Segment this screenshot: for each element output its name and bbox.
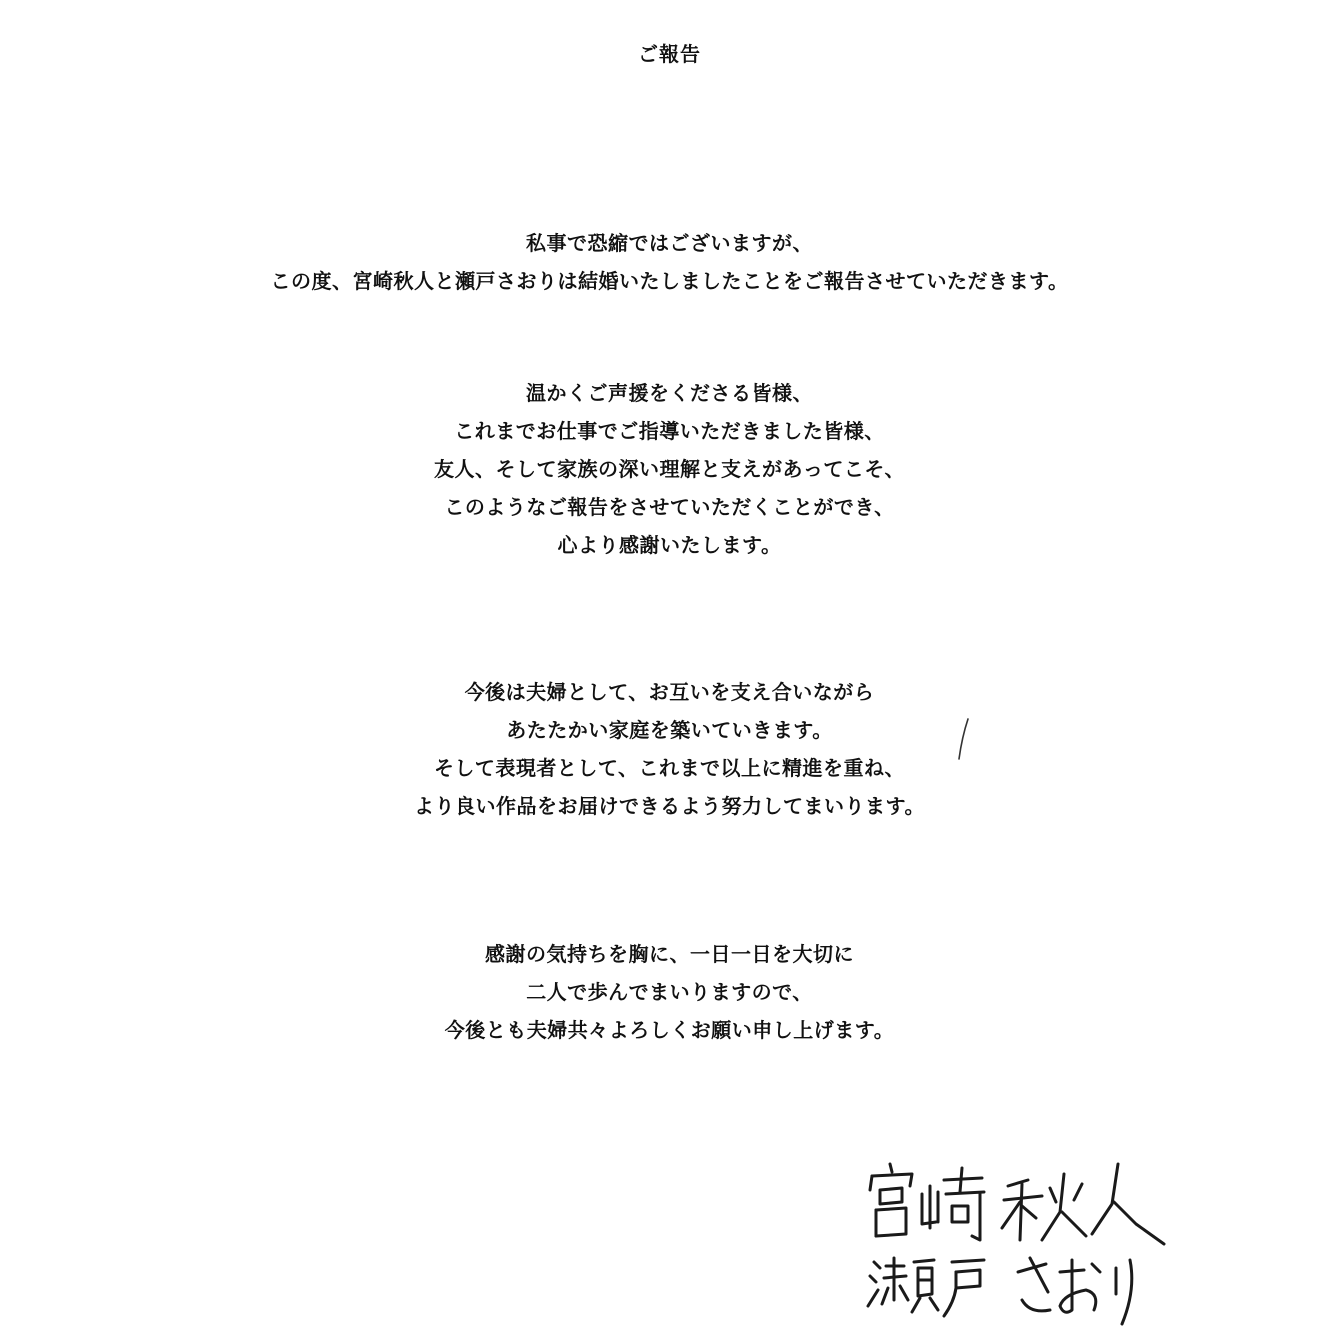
paragraph-line: 二人で歩んでまいりますので、 bbox=[526, 980, 813, 1004]
paragraph-line: 私事で恐縮ではございますが、 bbox=[526, 231, 813, 255]
paragraph-line: これまでお仕事でご指導いただきました皆様、 bbox=[454, 419, 885, 443]
pen-mark bbox=[950, 715, 980, 765]
paragraph-line: 今後は夫婦として、お互いを支え合いながら bbox=[464, 680, 875, 704]
paragraph-line: あたたかい家庭を築いていきます。 bbox=[506, 718, 833, 742]
paragraph-3 bbox=[0, 673, 1339, 825]
paragraph-line: 今後とも夫婦共々よろしくお願い申し上げます。 bbox=[444, 1018, 895, 1042]
paragraph-line: このようなご報告をさせていただくことができ、 bbox=[444, 495, 895, 519]
paragraph-line: より良い作品をお届けできるよう努力してまいります。 bbox=[414, 794, 925, 818]
paragraph-line: 感謝の気持ちを胸に、一日一日を大切に bbox=[485, 942, 854, 966]
paragraph-line: そして表現者として、これまで以上に精進を重ね、 bbox=[433, 756, 906, 780]
paragraph-line: この度、宮崎秋人と瀬戸さおりは結婚いたしましたことをご報告させていただきます。 bbox=[270, 269, 1069, 293]
paragraph-2 bbox=[0, 374, 1339, 564]
handwritten-signature bbox=[860, 1150, 1190, 1330]
paragraph-4 bbox=[0, 935, 1339, 1049]
paragraph-1 bbox=[0, 224, 1339, 300]
paragraph-line: 温かくご声援をくださる皆様、 bbox=[526, 381, 813, 405]
paragraph-line: 友人、そして家族の深い理解と支えがあってこそ、 bbox=[434, 457, 905, 481]
page-title: ご報告 bbox=[638, 42, 701, 66]
paragraph-line: 心より感謝いたします。 bbox=[557, 533, 782, 557]
